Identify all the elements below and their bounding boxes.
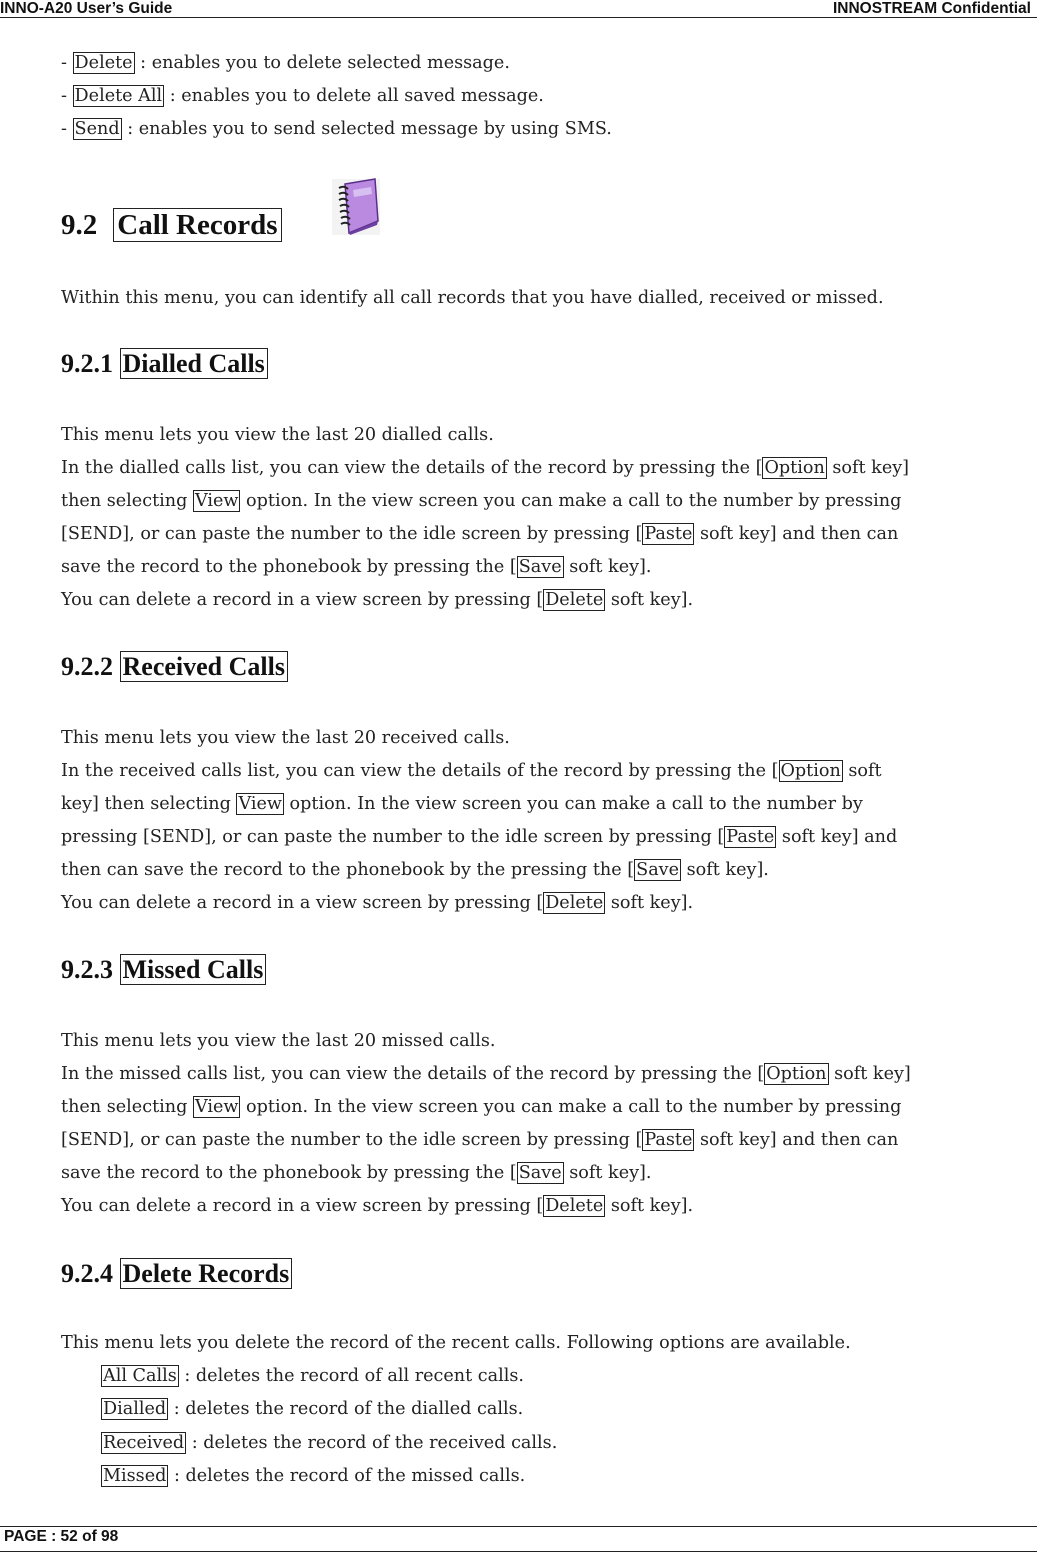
term-box: Delete bbox=[74, 53, 133, 73]
term-box: Received bbox=[103, 1433, 185, 1453]
header-confidential: INNOSTREAM Confidential bbox=[832, 0, 1031, 17]
paragraph-line: pressing [SEND], or can paste the number to the idle screen by pressing [ Paste soft key] and bbox=[61, 827, 898, 847]
paragraph-line: save the record to the phonebook by pressing the [ Save soft key]. bbox=[61, 557, 652, 577]
subsection-heading: 9.2.4 Delete Records bbox=[61, 1256, 292, 1292]
option-key-box: Option bbox=[764, 458, 825, 478]
paragraph-line: You can delete a record in a view screen by pressing [ Delete soft key]. bbox=[61, 1196, 694, 1216]
paragraph-line: then selecting View option. In the view screen you can make a call to the number by pressing bbox=[61, 1097, 902, 1117]
paragraph-line: You can delete a record in a view screen by pressing [ Delete soft key]. bbox=[61, 590, 694, 610]
paragraph-line: This menu lets you view the last 20 received calls. bbox=[61, 728, 510, 748]
term-box: Dialled bbox=[103, 1399, 167, 1419]
paragraph-line: This menu lets you view the last 20 dialled calls. bbox=[61, 425, 494, 445]
list-item: - Send : enables you to send selected message by using SMS. bbox=[61, 119, 612, 139]
subsection-heading: 9.2.2 Received Calls bbox=[61, 649, 288, 685]
save-key-box: Save bbox=[636, 860, 680, 880]
view-option-box: View bbox=[194, 1097, 239, 1117]
subsection-title: Delete Records bbox=[120, 1258, 293, 1289]
paragraph-line: key] then selecting View option. In the view screen you can make a call to the number by bbox=[61, 794, 863, 814]
paragraph-line: In the missed calls list, you can view the details of the record by pressing the [ Option soft key] bbox=[61, 1064, 911, 1084]
delete-key-box: Delete bbox=[545, 893, 604, 913]
subsection-title: Missed Calls bbox=[120, 954, 267, 985]
view-option-box: View bbox=[194, 491, 239, 511]
option-key-box: Option bbox=[780, 761, 841, 781]
delete-key-box: Delete bbox=[545, 1196, 604, 1216]
delete-key-box: Delete bbox=[545, 590, 604, 610]
send-key-label: SEND bbox=[67, 524, 123, 544]
paragraph-line: save the record to the phonebook by pressing the [ Save soft key]. bbox=[61, 1163, 652, 1183]
page-header bbox=[0, 0, 1037, 18]
list-item: - Delete All : enables you to delete all saved message. bbox=[61, 86, 544, 106]
send-key-label: SEND bbox=[149, 827, 205, 847]
term-box: Delete All bbox=[74, 86, 163, 106]
save-key-box: Save bbox=[518, 557, 562, 577]
paste-key-box: Paste bbox=[644, 524, 693, 544]
view-option-box: View bbox=[238, 794, 282, 814]
list-item: All Calls : deletes the record of all recent calls. bbox=[103, 1366, 524, 1386]
term-box: All Calls bbox=[103, 1366, 177, 1386]
paragraph-line: [SEND], or can paste the number to the idle screen by pressing [ Paste soft key] and then can bbox=[61, 524, 899, 544]
send-key-label: SEND bbox=[67, 1130, 123, 1150]
notebook-icon bbox=[331, 178, 381, 236]
paragraph-line: then selecting View option. In the view screen you can make a call to the number by pressing bbox=[61, 491, 902, 511]
paragraph-line: This menu lets you delete the record of the recent calls. Following options are available. bbox=[61, 1333, 851, 1353]
section-heading: 9.2 Call Records bbox=[61, 205, 282, 245]
paragraph-line: In the dialled calls list, you can view the details of the record by pressing the [ Option soft key] bbox=[61, 458, 910, 478]
option-key-box: Option bbox=[766, 1064, 827, 1084]
paragraph-line: In the received calls list, you can view the details of the record by pressing the [ Option soft bbox=[61, 761, 882, 781]
section-title: Call Records bbox=[113, 208, 281, 242]
subsection-title: Dialled Calls bbox=[120, 348, 268, 379]
list-item: - Delete : enables you to delete selected message. bbox=[61, 53, 510, 73]
paragraph-line: You can delete a record in a view screen by pressing [ Delete soft key]. bbox=[61, 893, 694, 913]
page-number: PAGE : 52 of 98 bbox=[4, 1528, 119, 1545]
paragraph-line: [SEND], or can paste the number to the idle screen by pressing [ Paste soft key] and then can bbox=[61, 1130, 899, 1150]
subsection-heading: 9.2.3 Missed Calls bbox=[61, 952, 266, 988]
paragraph-line: This menu lets you view the last 20 missed calls. bbox=[61, 1031, 496, 1051]
paste-key-box: Paste bbox=[726, 827, 775, 847]
paragraph: Within this menu, you can identify all call records that you have dialled, received or missed. bbox=[61, 288, 884, 308]
list-item: Dialled : deletes the record of the dialled calls. bbox=[103, 1399, 524, 1419]
term-box: Send bbox=[74, 119, 120, 139]
paste-key-box: Paste bbox=[644, 1130, 693, 1150]
paragraph-line: then can save the record to the phonebook by the pressing the [ Save soft key]. bbox=[61, 860, 769, 880]
subsection-heading: 9.2.1 Dialled Calls bbox=[61, 346, 268, 382]
list-item: Received : deletes the record of the received calls. bbox=[103, 1433, 558, 1453]
save-key-box: Save bbox=[518, 1163, 562, 1183]
subsection-title: Received Calls bbox=[120, 651, 288, 682]
page-footer bbox=[0, 1526, 1037, 1552]
term-box: Missed bbox=[103, 1466, 167, 1486]
header-doc-title: INNO-A20 User’s Guide bbox=[0, 0, 173, 17]
list-item: Missed : deletes the record of the missed calls. bbox=[103, 1466, 526, 1486]
